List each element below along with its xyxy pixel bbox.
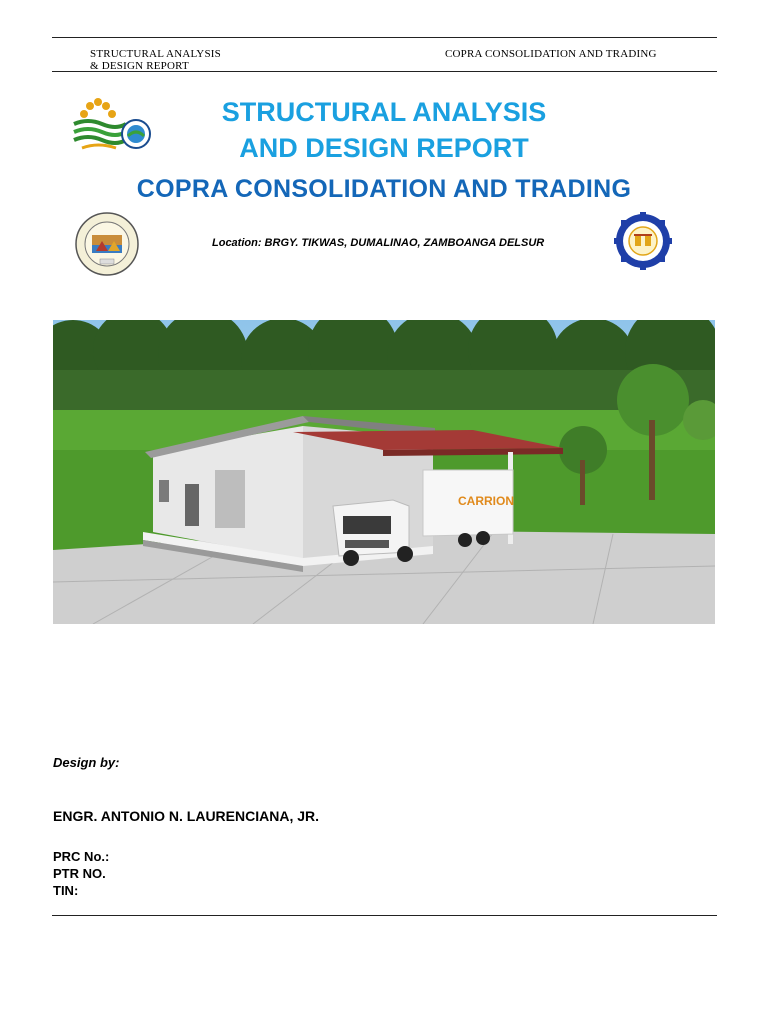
- ptr-number-label: PTR NO.: [53, 866, 106, 881]
- project-title: COPRA CONSOLIDATION AND TRADING: [136, 175, 632, 203]
- running-header-left-line2: & DESIGN REPORT: [90, 60, 189, 72]
- tin-label: TIN:: [53, 883, 79, 898]
- province-seal-icon: [74, 211, 140, 277]
- header-bottom-rule: [52, 71, 717, 72]
- footer-rule: [52, 915, 717, 916]
- building-render-image: [53, 320, 715, 624]
- engineering-office-seal-icon: [607, 212, 679, 270]
- prc-number-label: PRC No.:: [53, 849, 110, 864]
- svg-text:CARRION: CARRION: [458, 494, 514, 508]
- report-title-line2: AND DESIGN REPORT: [239, 133, 529, 163]
- running-header-left-line1: STRUCTURAL ANALYSIS: [90, 48, 221, 60]
- running-header-right: COPRA CONSOLIDATION AND TRADING: [445, 48, 657, 60]
- project-location: Location: BRGY. TIKWAS, DUMALINAO, ZAMBOANGA DELSUR: [212, 237, 545, 249]
- engineer-name: ENGR. ANTONIO N. LAURENCIANA, JR.: [53, 808, 320, 824]
- design-by-label: Design by:: [53, 755, 120, 770]
- header-top-rule: [52, 37, 717, 38]
- running-header-left: [90, 48, 221, 72]
- report-title-line1: STRUCTURAL ANALYSIS: [221, 97, 547, 127]
